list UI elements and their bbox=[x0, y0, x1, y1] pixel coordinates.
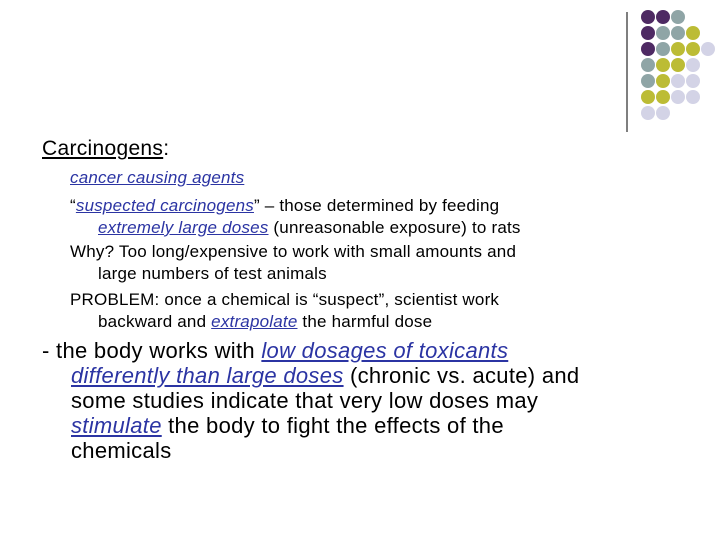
extrapolate-link[interactable]: extrapolate bbox=[211, 312, 298, 331]
main-continuation: chemicals bbox=[71, 438, 172, 463]
point-continuation bbox=[70, 311, 499, 333]
main-text: (chronic vs. acute) and bbox=[343, 363, 580, 388]
dot-gray-teal bbox=[641, 58, 655, 72]
dot-purple bbox=[641, 10, 655, 24]
dot-olive bbox=[656, 58, 670, 72]
dot-gray-teal bbox=[671, 26, 685, 40]
dot-olive bbox=[656, 90, 670, 104]
low-dosages-link[interactable]: low dosages of toxicants bbox=[261, 338, 509, 363]
dot-gray-teal bbox=[656, 42, 670, 56]
point-suspected-carcinogens bbox=[70, 195, 521, 239]
slide-heading bbox=[42, 137, 169, 161]
main-text: - the body works with bbox=[42, 338, 262, 363]
differently-link[interactable]: differently than large doses bbox=[71, 363, 344, 388]
point-text: Why? Too long/expensive to work with small amounts and bbox=[70, 242, 517, 261]
main-continuation: some studies indicate that very low doses may bbox=[71, 388, 539, 413]
point-text: the harmful dose bbox=[297, 312, 433, 331]
dot-gray-teal bbox=[656, 26, 670, 40]
dot-gray-teal bbox=[671, 10, 685, 24]
dot-lavender bbox=[686, 90, 700, 104]
decorative-dot-grid bbox=[641, 10, 716, 120]
point-problem bbox=[70, 289, 499, 333]
dot-olive bbox=[641, 90, 655, 104]
stimulate-link[interactable]: stimulate bbox=[71, 413, 162, 438]
dot-lavender bbox=[671, 74, 685, 88]
dot-olive bbox=[671, 42, 685, 56]
point-text: ” – those determined by feeding bbox=[253, 196, 500, 215]
suspected-carcinogens-link[interactable]: suspected carcinogens bbox=[75, 196, 254, 215]
main-continuation bbox=[42, 363, 579, 388]
dot-lavender bbox=[641, 106, 655, 120]
dot-purple bbox=[641, 42, 655, 56]
dot-olive bbox=[671, 58, 685, 72]
point-cancer-causing-agents bbox=[70, 167, 244, 189]
dot-purple bbox=[641, 26, 655, 40]
point-continuation: large numbers of test animals bbox=[98, 264, 327, 283]
heading-word: Carcinogens bbox=[42, 137, 164, 160]
extremely-large-doses-link[interactable]: extremely large doses bbox=[98, 218, 269, 237]
open-quote: “ bbox=[70, 196, 76, 215]
point-continuation bbox=[70, 217, 521, 239]
dot-lavender bbox=[701, 42, 715, 56]
dot-purple bbox=[656, 10, 670, 24]
main-text: the body to fight the effects of the bbox=[161, 413, 504, 438]
point-text: PROBLEM: once a chemical is “suspect”, scientist work bbox=[70, 290, 500, 309]
main-point bbox=[42, 338, 579, 463]
point-text: (unreasonable exposure) to rats bbox=[268, 218, 521, 237]
dot-lavender bbox=[686, 74, 700, 88]
point-why bbox=[70, 241, 516, 285]
vertical-divider-line bbox=[626, 12, 628, 132]
heading-colon: : bbox=[163, 137, 170, 160]
dot-olive bbox=[656, 74, 670, 88]
dot-olive bbox=[686, 42, 700, 56]
cancer-causing-agents-link[interactable]: cancer causing agents bbox=[70, 168, 245, 187]
dot-lavender bbox=[686, 58, 700, 72]
dot-lavender bbox=[656, 106, 670, 120]
dot-lavender bbox=[671, 90, 685, 104]
main-continuation bbox=[42, 413, 579, 438]
dot-gray-teal bbox=[641, 74, 655, 88]
point-text: backward and bbox=[98, 312, 212, 331]
dot-olive bbox=[686, 26, 700, 40]
